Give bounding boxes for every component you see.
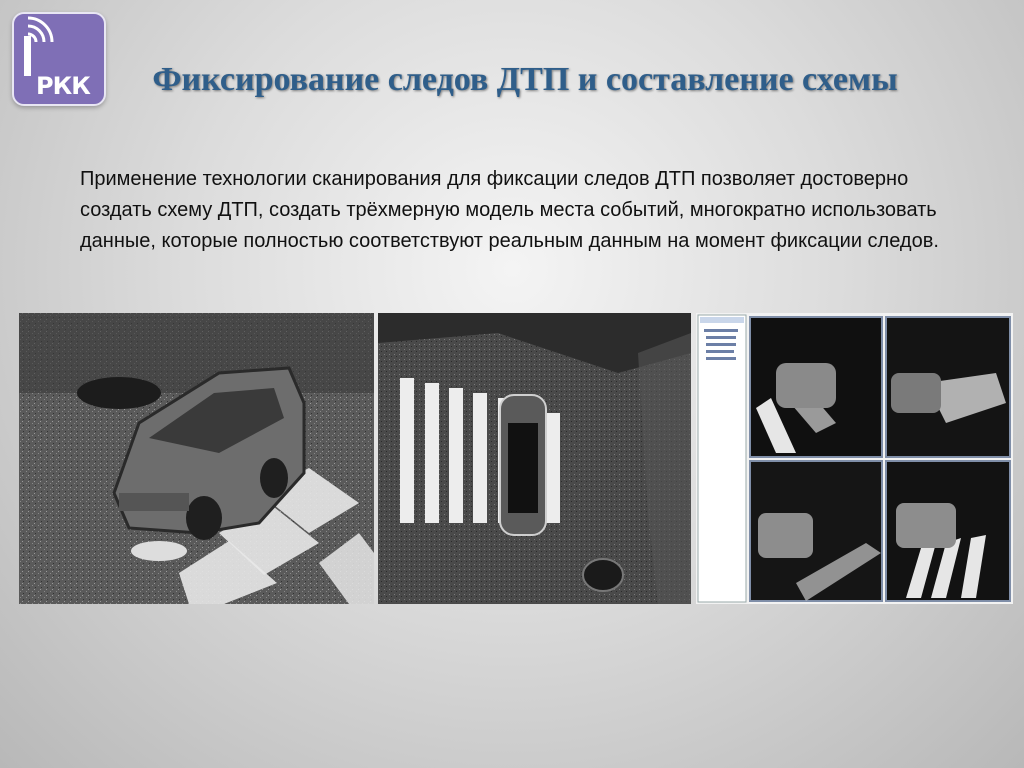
scan-image-top-view: [378, 313, 691, 604]
logo-text: РКК: [36, 72, 90, 100]
slide-body-text: Применение технологии сканирования для фиксации следов ДТП позволяет достоверно создать схему ДТП, создать трёхмерную модель места событий, многократно использовать данные, которые полностью соответствуют реальным данным на момент фиксации следов.: [80, 168, 939, 252]
logo: [12, 12, 106, 106]
scan-software-screenshot: [696, 313, 1013, 604]
scan-image-car-perspective: [19, 313, 374, 604]
slide-title: Фиксирование следов ДТП и составление схемы: [152, 61, 898, 98]
